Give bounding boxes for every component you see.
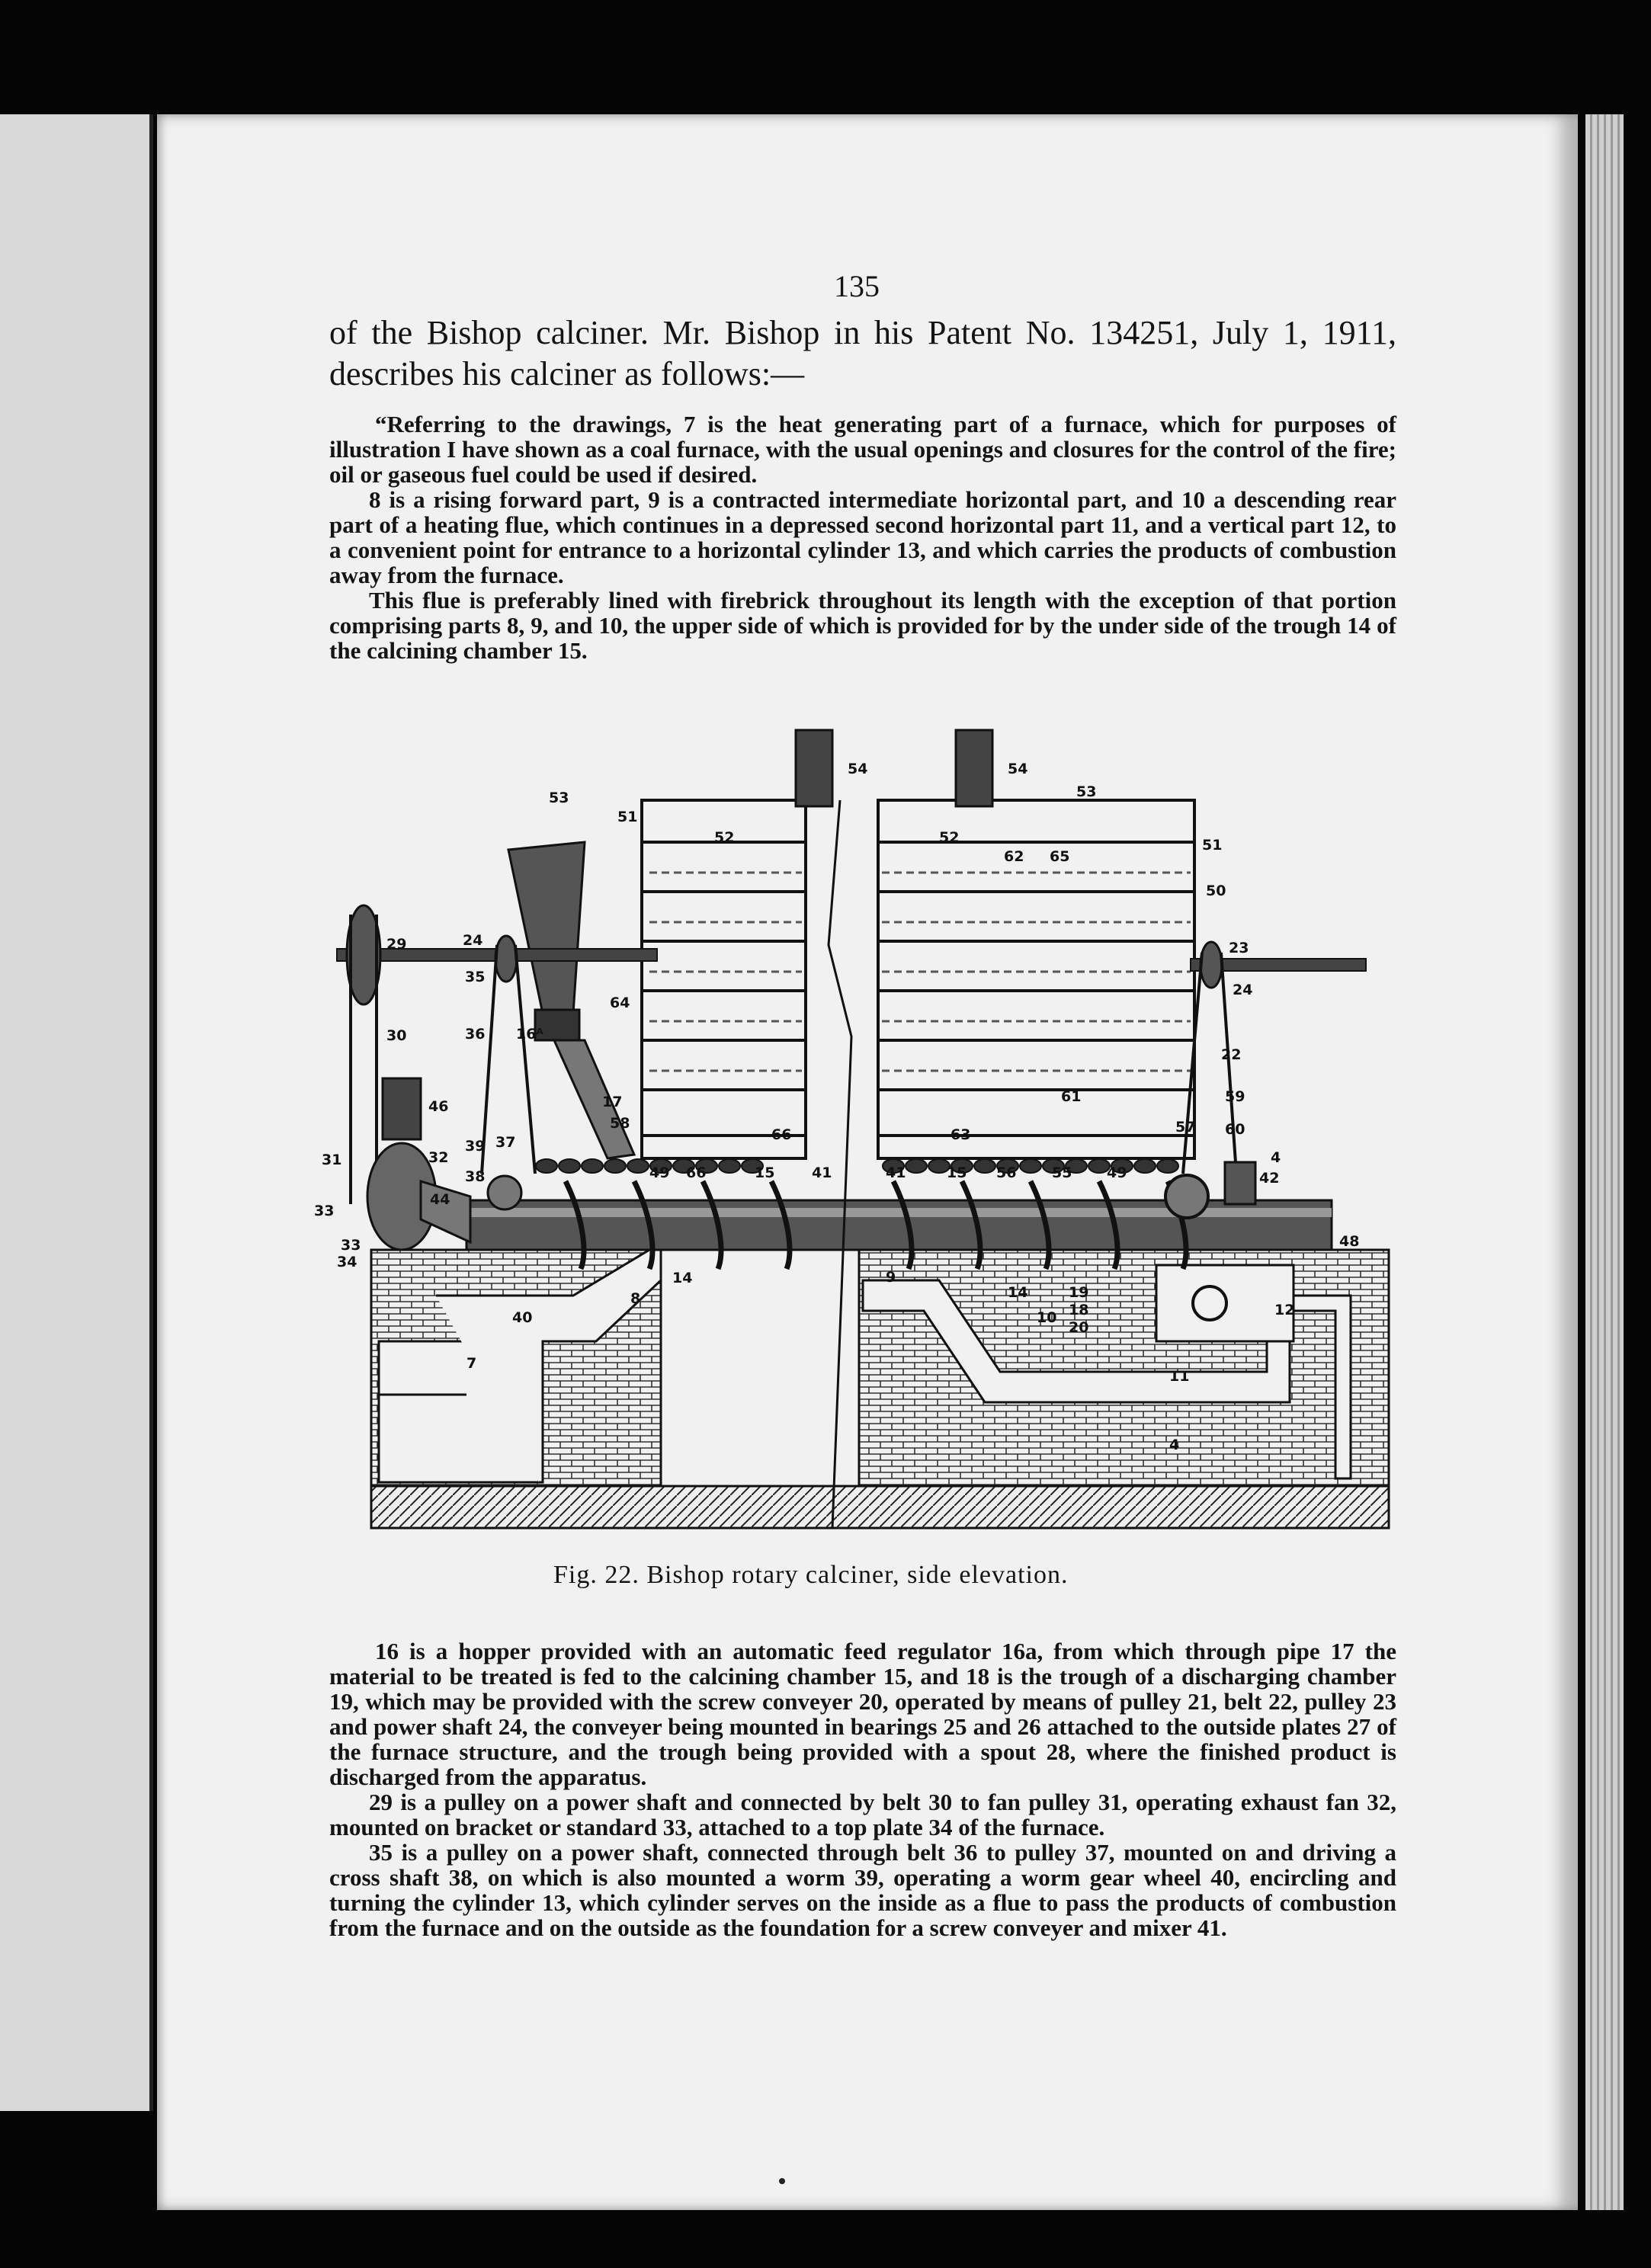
label-8: 8: [630, 1290, 641, 1307]
label-24: 24: [463, 932, 483, 949]
label-7: 7: [466, 1355, 477, 1372]
worm-gear-37: [488, 1176, 521, 1209]
conveyer-pulley: [1193, 1286, 1226, 1320]
label-18: 18: [1069, 1302, 1089, 1318]
fan-stack: [383, 1078, 421, 1139]
label-52: 52: [714, 829, 735, 846]
pulley-23: [1201, 942, 1222, 988]
label-51: 51: [617, 809, 638, 825]
page-edge-strip: [1585, 114, 1624, 2210]
label-23: 23: [1229, 940, 1249, 956]
label-44: 44: [430, 1191, 450, 1208]
quote-paragraph: 8 is a rising forward part, 9 is a contracted intermediate horizontal part, and 10 a descending rear part of a heating flue, which continues in a depressed second horizontal part 11, and a vertical part 12, to a convenient point for entrance to a horizontal cylinder 13, and which carries the products of combustion away from the furnace.: [329, 486, 1396, 588]
label-53: 53: [549, 790, 569, 806]
left-page-edge: [0, 114, 153, 2111]
body-paragraph: 16 is a hopper provided with an automatic feed regulator 16a, from which through pipe 17 the material to be treated is fed to the calcining chamber 15, and 18 is the trough of a discharging chamber 19, which may be provided with the screw conveyer 20, operated by means of pulley 21, belt 22, pulley 23 and power shaft 24, the conveyer being mounted in bearings 25 and 26 attached to the outside plates 27 of the furnace structure, and the trough being provided with a spout 28, where the finished product is discharged from the apparatus.: [329, 1638, 1396, 1790]
label-35: 35: [465, 969, 486, 985]
label-16a: 16ᴬ: [516, 1026, 543, 1043]
label-31: 31: [322, 1152, 342, 1168]
calciner-drawing: [314, 716, 1412, 1555]
label-49: 49: [1107, 1164, 1127, 1181]
label-29: 29: [386, 936, 407, 953]
label-15: 15: [755, 1164, 775, 1181]
page-dot: [779, 2178, 785, 2184]
pulley-57: [1165, 1175, 1208, 1218]
quote-paragraph: “Referring to the drawings, 7 is the heat generating part of a furnace, which for purposes of illustration I have shown as a coal furnace, with the usual openings and closures for the control of the fire; oil or gaseous fuel could be used if desired.: [329, 411, 1396, 488]
label-34: 34: [337, 1254, 357, 1270]
label-49: 49: [649, 1164, 670, 1181]
label-41: 41: [886, 1164, 906, 1181]
label-17: 17: [602, 1094, 623, 1110]
label-66: 66: [771, 1126, 792, 1143]
chamber-right: [878, 800, 1194, 1158]
break-line: [829, 800, 851, 1528]
label-52: 52: [939, 829, 960, 846]
label-54: 54: [1008, 761, 1028, 777]
stack-left: [796, 730, 832, 806]
label-48: 48: [1339, 1233, 1360, 1250]
label-9: 9: [886, 1269, 896, 1286]
page-number: 135: [834, 269, 880, 303]
label-56: 56: [996, 1164, 1017, 1181]
label-22: 22: [1221, 1046, 1242, 1063]
fan-duct: [421, 1181, 470, 1242]
label-4: 4: [1271, 1149, 1281, 1166]
label-4: 4: [1169, 1437, 1180, 1453]
label-55: 55: [1052, 1164, 1072, 1181]
label-38: 38: [465, 1168, 486, 1185]
roller-row: [536, 1159, 1178, 1173]
label-50: 50: [1206, 883, 1226, 899]
label-36: 36: [465, 1026, 486, 1043]
label-14: 14: [1008, 1284, 1028, 1301]
quote-paragraph: This flue is preferably lined with firebrick throughout its length with the exception of that portion comprising parts 8, 9, and 10, the upper side of which is provided for by the under side of the trough 14 of the calcining chamber 15.: [329, 587, 1396, 664]
label-66: 66: [686, 1164, 707, 1181]
body-paragraph: 29 is a pulley on a power shaft and connected by belt 30 to fan pulley 31, operating exhaust fan 32, mounted on bracket or standard 33, attached to a top plate 34 of the furnace.: [329, 1789, 1396, 1840]
label-64: 64: [610, 995, 630, 1011]
label-39: 39: [465, 1138, 486, 1155]
description-text: [329, 1639, 1396, 1940]
label-19: 19: [1069, 1284, 1089, 1301]
label-12: 12: [1274, 1302, 1295, 1318]
label-37: 37: [495, 1134, 516, 1151]
label-63: 63: [951, 1126, 971, 1143]
label-42: 42: [1259, 1170, 1280, 1187]
label-33: 33: [341, 1237, 361, 1254]
stack-right: [956, 730, 992, 806]
label-10: 10: [1037, 1309, 1057, 1326]
label-14: 14: [672, 1270, 693, 1286]
label-58: 58: [610, 1115, 630, 1132]
label-40: 40: [512, 1309, 533, 1326]
intro-text: of the Bishop calciner. Mr. Bishop in his Patent No. 134251, July 1, 1911, describes his calciner as follows:—: [329, 314, 1396, 392]
label-11: 11: [1169, 1368, 1190, 1385]
label-30: 30: [386, 1027, 407, 1044]
figure-caption: Fig. 22. Bishop rotary calciner, side elevation.: [553, 1561, 1069, 1589]
label-53: 53: [1076, 783, 1097, 800]
label-51: 51: [1202, 837, 1223, 854]
chamber-left: [642, 800, 806, 1158]
label-57: 57: [1175, 1119, 1196, 1136]
label-41: 41: [812, 1164, 832, 1181]
label-62: 62: [1004, 848, 1024, 865]
label-65: 65: [1050, 848, 1070, 865]
label-32: 32: [428, 1149, 449, 1166]
label-60: 60: [1225, 1121, 1245, 1138]
body-paragraph: 35 is a pulley on a power shaft, connected through belt 36 to pulley 37, mounted on and driving a cross shaft 38, on which is also mounted a worm 39, operating a worm gear wheel 40, encircling and turning the cylinder 13, which cylinder serves on the inside as a flue to pass the products of combustion from the furnace and on the outside as the foundation for a screw conveyer and mixer 41.: [329, 1839, 1396, 1941]
label-54: 54: [848, 761, 868, 777]
label-33: 33: [314, 1203, 335, 1219]
label-46: 46: [428, 1098, 449, 1115]
patent-quote: [329, 412, 1396, 663]
bearing-right: [1225, 1162, 1255, 1204]
foundation: [371, 1486, 1389, 1528]
label-61: 61: [1061, 1088, 1082, 1105]
pulley-35: [495, 936, 517, 982]
label-15: 15: [947, 1164, 967, 1181]
label-24: 24: [1233, 982, 1253, 998]
label-20: 20: [1069, 1319, 1089, 1336]
label-59: 59: [1225, 1088, 1245, 1105]
